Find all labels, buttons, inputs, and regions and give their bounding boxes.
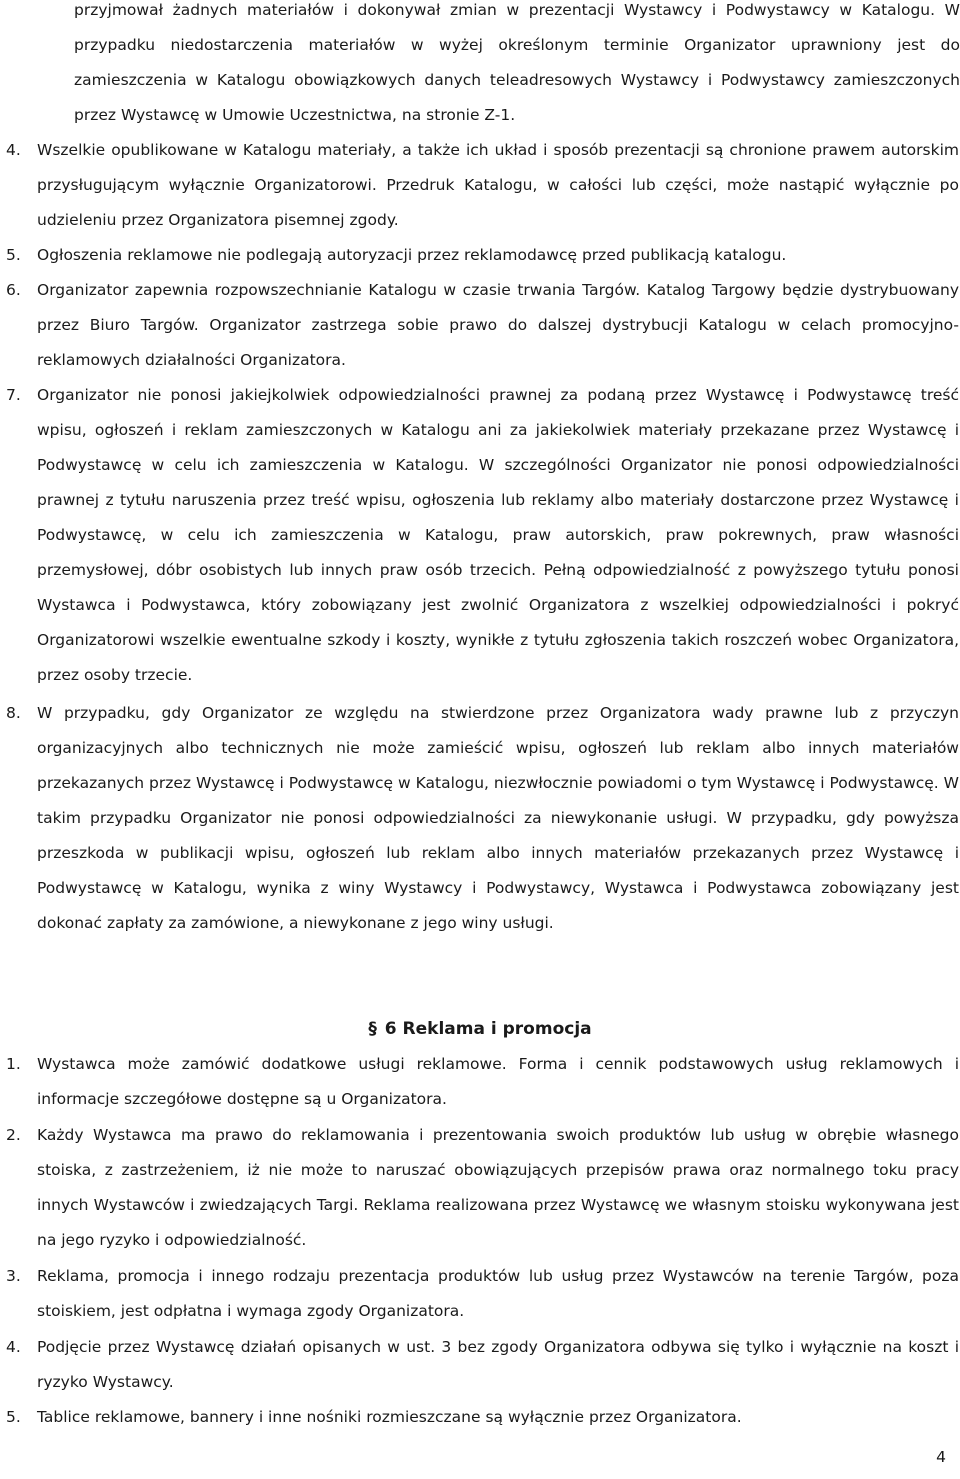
list-item-number: 6. bbox=[6, 281, 21, 299]
list-item-text: Ogłoszenia reklamowe nie podlegają autoryzacji przez reklamodawcę przed publikacją katalogu. bbox=[37, 246, 787, 264]
list-item-text: Reklama, promocja i innego rodzaju prezentacja produktów lub usług przez Wystawców na terenie Targów, poza stoiskiem, jest odpłatna i wymaga zgody Organizatora. bbox=[37, 1267, 959, 1320]
list-item-number: 8. bbox=[6, 704, 21, 722]
list-item-text: Wystawca może zamówić dodatkowe usługi reklamowe. Forma i cennik podstawowych usług reklamowych i informacje szczegółowe dostępne są u Organizatora. bbox=[37, 1055, 959, 1108]
list-item-number: 3. bbox=[6, 1267, 21, 1285]
section6-item-2 bbox=[0, 1118, 960, 1258]
list-item-number: 4. bbox=[6, 1338, 21, 1356]
intro-paragraph bbox=[0, 0, 960, 133]
list-item-number: 7. bbox=[6, 386, 21, 404]
section6-item-3 bbox=[0, 1259, 960, 1329]
section-heading bbox=[0, 1012, 960, 1047]
list-item-8 bbox=[0, 696, 960, 941]
section-title: 6 Reklama i promocja bbox=[384, 1019, 592, 1039]
list-item-text: W przypadku, gdy Organizator ze względu na stwierdzone przez Organizatora wady prawne lub z przyczyn organizacyjnych albo technicznych nie może zamieścić wpisu, ogłoszeń lub reklam albo innych materiałów przekazanych przez Wystawcę i Podwystawcę w Katalogu, niezwłocznie powiadomi o tym Wystawcę i Podwystawcę. W takim przypadku Organizator nie ponosi odpowiedzialności za niewykonanie usługi. W przypadku, gdy powyższa przeszkoda w publikacji wpisu, ogłoszeń lub reklam albo innych materiałów przekazanych przez Wystawcę i Podwystawcę w Katalogu, wynika z winy Wystawcy i Podwystawcy, Wystawca i Podwystawca zobowiązany jest dokonać zapłaty za zamówione, a niewykonane z jego winy usługi. bbox=[37, 704, 959, 932]
list-item-number: 4. bbox=[6, 141, 21, 159]
list-item-4 bbox=[0, 133, 960, 238]
section6-item-4 bbox=[0, 1330, 960, 1400]
list-item-text: Wszelkie opublikowane w Katalogu materiały, a także ich układ i sposób prezentacji są chronione prawem autorskim przysługującym wyłącznie Organizatorowi. Przedruk Katalogu, w całości lub części, może nastąpić wyłącznie po udzieleniu przez Organizatora pisemnej zgody. bbox=[37, 141, 959, 229]
list-item-7 bbox=[0, 378, 960, 693]
list-item-text: Tablice reklamowe, bannery i inne nośniki rozmieszczane są wyłącznie przez Organizatora. bbox=[37, 1408, 742, 1426]
list-item-text: Każdy Wystawca ma prawo do reklamowania i prezentowania swoich produktów lub usług w obrębie własnego stoiska, z zastrzeżeniem, iż nie może to naruszać obowiązujących przepisów prawa oraz normalnego toku pracy innych Wystawców i zwiedzających Targi. Reklama realizowana przez Wystawcę we własnym stoisku wykonywana jest na jego ryzyko i odpowiedzialność. bbox=[37, 1126, 959, 1249]
section6-item-1 bbox=[0, 1047, 960, 1117]
list-item-text: Organizator nie ponosi jakiejkolwiek odpowiedzialności prawnej za podaną przez Wystawcę i Podwystawcę treść wpisu, ogłoszeń i reklam zamieszczonych w Katalogu ani za jakiekolwiek materiały przekazane przez Wystawcę i Podwystawcę w celu ich zamieszczenia w Katalogu. W szczególności Organizator nie ponosi odpowiedzialności prawnej z tytułu naruszenia przez treść wpisu, ogłoszenia lub reklamy albo materiały dostarczone przez Wystawcę i Podwystawcę, w celu ich zamieszczenia w Katalogu, praw autorskich, praw pokrewnych, praw własności przemysłowej, dóbr osobistych lub innych praw osób trzecich. Pełną odpowiedzialność z powyższego tytułu ponosi Wystawca i Podwystawca, który zobowiązany jest zwolnić Organizatora z wszelkiej odpowiedzialności i pokryć Organizatorowi wszelkie ewentualne szkody i koszty, wynikłe z tytułu zgłoszenia takich roszczeń wobec Organizatora, przez osoby trzecie. bbox=[37, 386, 959, 684]
list-item-6 bbox=[0, 273, 960, 378]
list-item-number: 5. bbox=[6, 246, 21, 264]
list-item-text: Organizator zapewnia rozpowszechnianie Katalogu w czasie trwania Targów. Katalog Targowy będzie dystrybuowany przez Biuro Targów. Organizator zastrzega sobie prawo do dalszej dystrybucji Katalogu w celach promocyjno-reklamowych działalności Organizatora. bbox=[37, 281, 959, 369]
section-symbol: § bbox=[368, 1019, 377, 1039]
list-item-text: Podjęcie przez Wystawcę działań opisanych w ust. 3 bez zgody Organizatora odbywa się tylko i wyłącznie na koszt i ryzyko Wystawcy. bbox=[37, 1338, 959, 1391]
section6-item-5 bbox=[0, 1400, 960, 1435]
page-number: 4 bbox=[936, 1448, 946, 1466]
list-item-5 bbox=[0, 238, 960, 273]
list-item-number: 2. bbox=[6, 1126, 21, 1144]
list-item-number: 1. bbox=[6, 1055, 21, 1073]
list-item-number: 5. bbox=[6, 1408, 21, 1426]
intro-text: przyjmował żadnych materiałów i dokonywał zmian w prezentacji Wystawcy i Podwystawcy w Katalogu. W przypadku niedostarczenia materiałów w wyżej określonym terminie Organizator uprawniony jest do zamieszczenia w Katalogu obowiązkowych danych teleadresowych Wystawcy i Podwystawcy zamieszczonych przez Wystawcę w Umowie Uczestnictwa, na stronie Z-1. bbox=[74, 1, 960, 124]
